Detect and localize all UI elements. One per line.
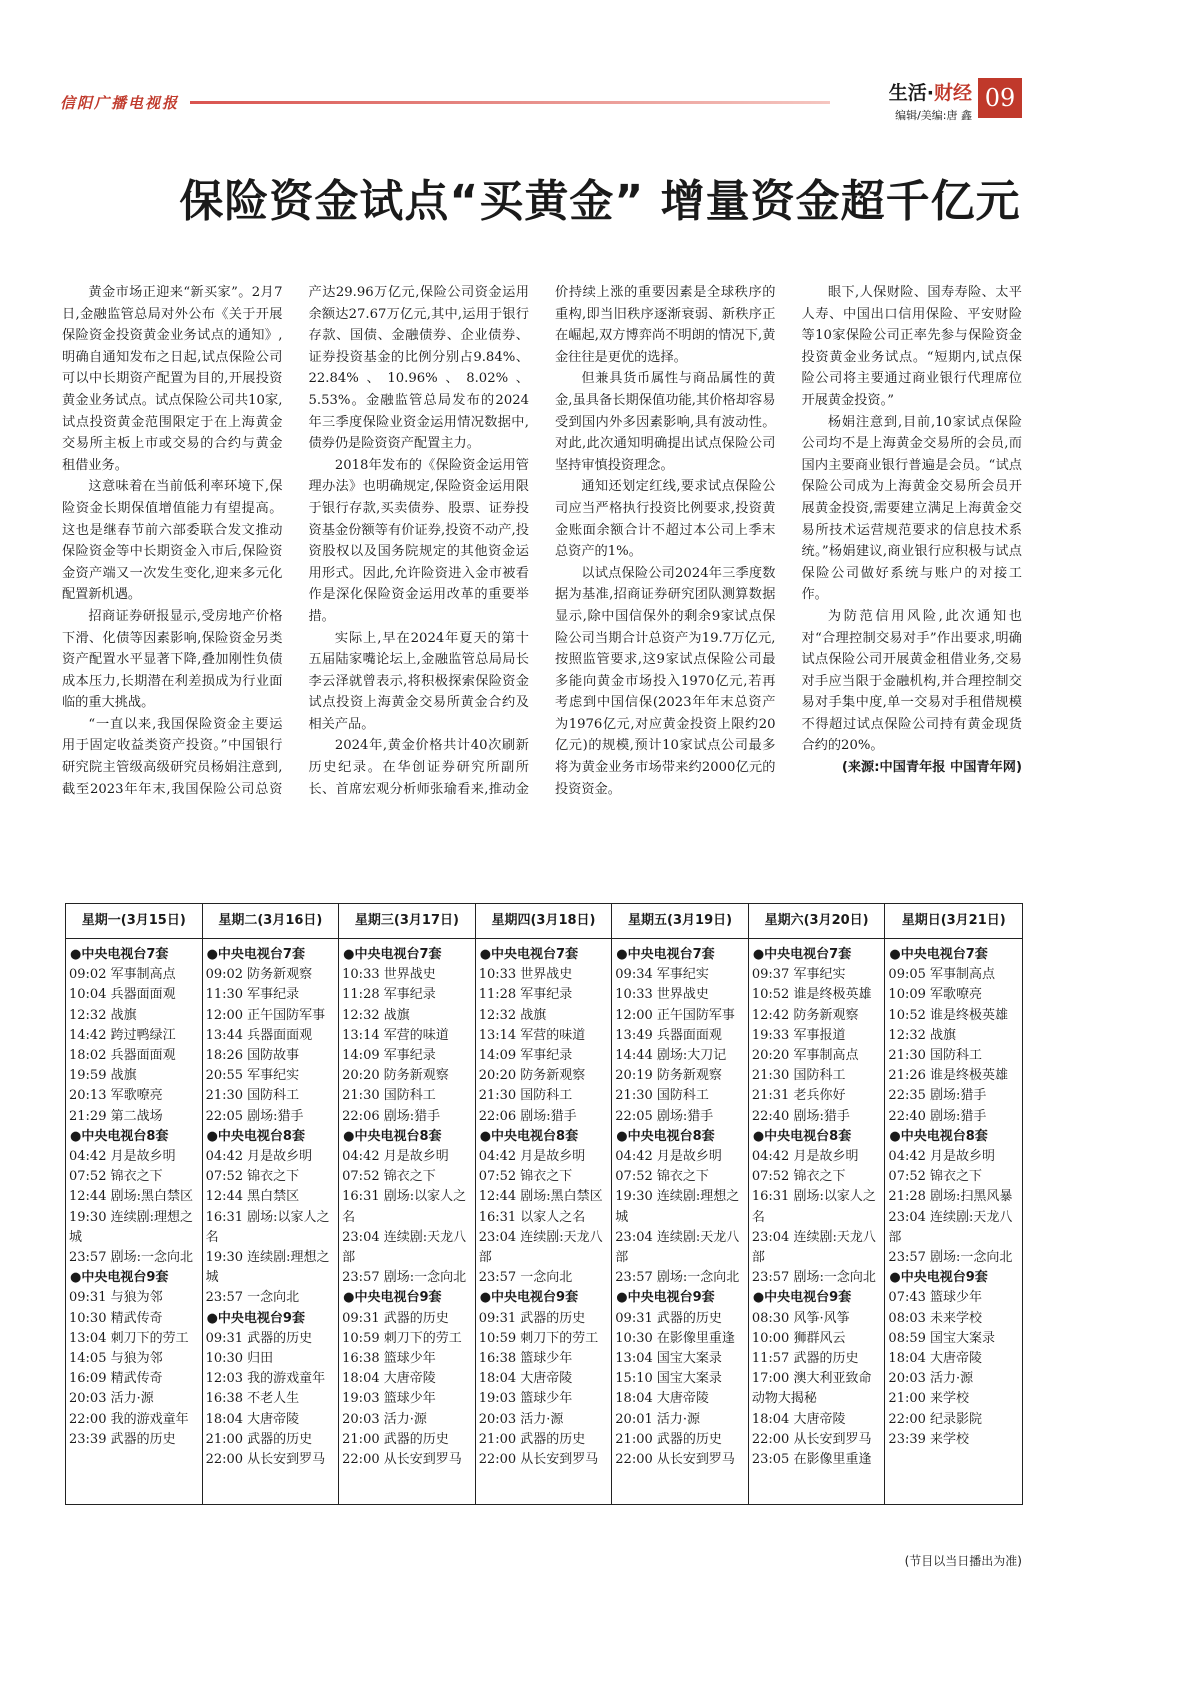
article-paragraph: 通知还划定红线,要求试点保险公司应当严格执行投资比例要求,投资黄金账面余额合计不超过本公司上季末总资产的1%。: [555, 479, 776, 560]
program-listing: 04:42 月是故乡明: [478, 1149, 586, 1165]
program-listing: 16:31 剧场:以家人之名: [205, 1209, 330, 1245]
channel-title: ●中央电视台8套: [70, 1128, 169, 1144]
program-listing: 07:52 锦衣之下: [615, 1169, 709, 1185]
program-listing: 08:30 风筝·风筝: [751, 1310, 850, 1326]
program-listing: 16:38 篮球少年: [342, 1351, 436, 1367]
program-listing: 14:05 与狼为邻: [69, 1351, 163, 1367]
program-listing: 21:00 来学校: [888, 1391, 970, 1407]
program-listing: 13:49 兵器面面观: [615, 1027, 722, 1043]
program-listing: 12:44 剧场:黑白禁区: [478, 1189, 603, 1205]
masthead-rule: [190, 101, 830, 104]
channel-title: ●中央电视台8套: [752, 1128, 852, 1144]
program-listing: 13:14 军营的味道: [342, 1027, 449, 1043]
program-listing: 16:38 不老人生: [205, 1391, 300, 1407]
program-listing: 23:05 在影像里重逢: [751, 1452, 872, 1468]
article-paragraph: 眼下,人保财险、国寿寿险、太平人寿、中国出口信用保险、平安财险等10家保险公司正率先参与保险资金投资黄金业务试点。“短期内,试点保险公司将主要通过商业银行代理席位开展黄金投资。”: [801, 285, 1022, 408]
program-listing: 09:31 武器的历史: [478, 1310, 586, 1326]
schedule-day-column: [612, 904, 749, 1504]
program-listing: 23:57 剧场:一念向北: [888, 1250, 1013, 1266]
program-listing: 04:42 月是故乡明: [205, 1149, 313, 1165]
program-listing: 23:57 剧场:一念向北: [342, 1270, 467, 1286]
program-listing: 15:10 国宝大案录: [615, 1371, 722, 1387]
schedule-day-column: [66, 904, 203, 1504]
channel-title: ●中央电视台7套: [206, 947, 305, 962]
program-listing: 10:09 军歌嘹亮: [888, 987, 983, 1003]
program-listing: 10:33 世界战史: [342, 967, 436, 983]
article-paragraph: 这意味着在当前低利率环境下,保险资金长期保值增值能力有望提高。这也是继春节前六部委联合发文推动保险资金等中长期资金入市后,保险资金资产端又一次发生变化,迎来多元化配置新机遇。: [62, 479, 283, 603]
program-listing: 20:03 活力·源: [342, 1411, 427, 1427]
program-listing: 04:42 月是故乡明: [69, 1149, 176, 1165]
program-listing: 18:04 大唐帝陵: [888, 1351, 983, 1367]
schedule-day-header: 星期六(3月20日): [749, 904, 885, 939]
program-listing: 14:42 跨过鸭绿江: [69, 1027, 176, 1043]
article-paragraph: “一直以来,我国保险资金主要运用于固定收益类资产投资。”中国银行研究院主管级高级研究员杨娟注意到,截至2023年年末,我国保险公司总资产达29.96万亿元,保险公司资金运用余额达27.67万亿元,其中,运用于银行存款、国债、金融债券、企业债券、证券投资基金的比例分别占9.84%、22.84%、10.96%、8.02%、5.53%。金融监管总局发布的2024年三季度保险业资金运用情况数据中,债券仍是险资资产配置主力。: [62, 285, 529, 797]
program-listing: 18:04 大唐帝陵: [478, 1371, 573, 1387]
program-listing: 22:40 剧场:猎手: [888, 1108, 987, 1124]
program-listing: 16:31 剧场:以家人之名: [751, 1189, 876, 1225]
program-listing: 10:59 刺刀下的劳工: [478, 1330, 599, 1346]
program-listing: 18:26 国防故事: [205, 1048, 300, 1064]
program-listing: 12:44 剧场:黑白禁区: [69, 1189, 193, 1205]
program-listing: 09:05 军事制高点: [888, 967, 996, 983]
article-paragraph: 黄金市场正迎来“新买家”。2月7日,金融监管总局对外公布《关于开展保险资金投资黄金业务试点的通知》,明确自通知发布之日起,试点保险公司可以中长期资产配置为目的,开展投资黄金业务试点。试点保险公司共10家,试点投资黄金范围限定于在上海黄金交易所主板上市或交易的合约与黄金租借业务。: [62, 285, 283, 473]
channel-title: ●中央电视台7套: [889, 947, 988, 962]
channel-title: ●中央电视台8套: [206, 1128, 305, 1144]
program-listing: 14:44 剧场:大刀记: [615, 1048, 727, 1064]
program-listing: 21:00 武器的历史: [615, 1431, 722, 1447]
program-listing: 11:28 军事纪录: [478, 987, 573, 1003]
program-listing: 10:52 谁是终极英雄: [751, 987, 872, 1003]
program-listing: 22:00 纪录影院: [888, 1411, 983, 1427]
program-listing: 09:37 军事纪实: [751, 967, 846, 983]
program-listing: 16:09 精武传奇: [69, 1371, 163, 1387]
program-listing: 20:20 军事制高点: [751, 1048, 859, 1064]
article-paragraph: 杨娟注意到,目前,10家试点保险公司均不是上海黄金交易所的会员,而国内主要商业银行普遍是会员。“试点保险公司成为上海黄金交易所会员开展黄金投资,需要建立满足上海黄金交易所技术运营规范要求的信息技术系统。”杨娟建议,商业银行应积极与试点保险公司做好系统与账户的对接工作。: [801, 414, 1022, 603]
program-listing: 21:28 剧场:扫黑风暴: [888, 1189, 1013, 1205]
program-listing: 12:32 战旗: [342, 1007, 410, 1023]
program-listing: 08:03 未来学校: [888, 1310, 983, 1326]
program-listing: 20:19 防务新观察: [615, 1068, 722, 1084]
program-listing: 12:44 黑白禁区: [205, 1189, 300, 1205]
program-listing: 16:31 以家人之名: [478, 1209, 586, 1225]
program-listing: 19:03 篮球少年: [478, 1391, 573, 1407]
program-listing: 08:59 国宝大案录: [888, 1330, 996, 1346]
program-listing: 16:38 篮球少年: [478, 1351, 573, 1367]
schedule-day-column: [885, 904, 1022, 1504]
program-listing: 23:04 连续剧:天龙八部: [888, 1209, 1013, 1245]
program-listing: 22:35 剧场:猎手: [888, 1088, 987, 1104]
program-listing: 12:00 正午国防军事: [615, 1007, 735, 1023]
program-listing: 11:28 军事纪录: [342, 987, 436, 1003]
schedule-day-column: [749, 904, 886, 1504]
section-name-plain: 生活·: [888, 82, 934, 104]
program-listing: 04:42 月是故乡明: [342, 1149, 449, 1165]
program-listing: 09:31 与狼为邻: [69, 1290, 163, 1306]
program-listing: 09:31 武器的历史: [342, 1310, 449, 1326]
program-listing: 20:55 军事纪实: [205, 1068, 300, 1084]
channel-title: ●中央电视台8套: [479, 1128, 579, 1144]
program-listing: 12:42 防务新观察: [751, 1007, 859, 1023]
channel-title: ●中央电视台7套: [616, 947, 715, 962]
program-listing: 23:57 剧场:一念向北: [69, 1250, 193, 1266]
program-listing: 07:52 锦衣之下: [888, 1169, 983, 1185]
schedule-day-header: 星期日(3月21日): [885, 904, 1022, 939]
channel-title: ●中央电视台9套: [752, 1290, 852, 1306]
program-listing: 13:04 刺刀下的劳工: [69, 1330, 189, 1346]
schedule-day-column: [476, 904, 613, 1504]
program-listing: 04:42 月是故乡明: [751, 1149, 859, 1165]
program-listing: 23:04 连续剧:天龙八部: [478, 1229, 603, 1266]
article-paragraph: 实际上,早在2024年夏天的第十五届陆家嘴论坛上,金融监管总局局长李云泽就曾表示,将积极探索保险资金试点投资上海黄金交易所黄金合约及相关产品。: [308, 630, 529, 732]
program-listing: 19:03 篮球少年: [342, 1391, 436, 1407]
program-listing: 22:00 从长安到罗马: [342, 1452, 462, 1468]
program-listing: 18:04 大唐帝陵: [205, 1411, 300, 1427]
program-listing: 21:30 国防科工: [205, 1088, 300, 1104]
program-listing: 19:30 连续剧:理想之城: [615, 1189, 740, 1225]
program-listing: 12:03 我的游戏童年: [205, 1371, 326, 1387]
program-listing: 12:32 战旗: [478, 1007, 547, 1023]
program-listing: 19:59 战旗: [69, 1068, 137, 1084]
program-listing: 19:30 连续剧:理想之城: [205, 1250, 330, 1286]
program-listing: 20:20 防务新观察: [478, 1068, 586, 1084]
program-listing: 23:57 剧场:一念向北: [615, 1270, 740, 1286]
channel-title: ●中央电视台9套: [343, 1290, 442, 1306]
program-listing: 18:02 兵器面面观: [69, 1048, 176, 1064]
program-listing: 20:03 活力·源: [888, 1371, 974, 1387]
program-listing: 13:14 军营的味道: [478, 1027, 586, 1043]
program-listing: 21:30 国防科工: [751, 1068, 846, 1084]
program-listing: 10:33 世界战史: [478, 967, 573, 983]
program-listing: 22:06 剧场:猎手: [478, 1108, 577, 1124]
program-listing: 04:42 月是故乡明: [888, 1149, 996, 1165]
article-source: (来源:中国青年报 中国青年网): [841, 760, 1022, 776]
schedule-day-header: 星期四(3月18日): [476, 904, 612, 939]
program-listing: 21:30 国防科工: [342, 1088, 436, 1104]
program-listing: 10:30 归田: [205, 1351, 274, 1367]
program-listing: 23:04 连续剧:天龙八部: [342, 1229, 467, 1266]
program-listing: 14:09 军事纪录: [478, 1048, 573, 1064]
program-listing: 12:32 战旗: [69, 1007, 137, 1023]
schedule-day-header: 星期二(3月16日): [203, 904, 339, 939]
channel-title: ●中央电视台9套: [206, 1310, 305, 1326]
article-paragraph: 2024年,黄金价格共计40次刷新历史纪录。在华创证券研究所副所长、首席宏观分析师张瑜看来,推动金价持续上涨的重要因素是全球秩序的重构,即当旧秩序逐渐衰弱、新秩序正在崛起,双方博弈尚不明朗的情况下,黄金往往是更优的选择。: [308, 285, 776, 797]
schedule-day-header: 星期一(3月15日): [66, 904, 202, 939]
program-listing: 22:00 我的游戏童年: [69, 1411, 189, 1427]
program-listing: 23:04 连续剧:天龙八部: [751, 1229, 876, 1266]
program-listing: 09:02 防务新观察: [205, 967, 313, 983]
schedule-day-header: 星期三(3月17日): [339, 904, 475, 939]
program-listing: 13:44 兵器面面观: [205, 1027, 313, 1043]
program-listing: 21:31 老兵你好: [751, 1088, 846, 1104]
program-listing: 09:31 武器的历史: [205, 1330, 313, 1346]
schedule-day-column: [339, 904, 476, 1504]
program-listing: 20:03 活力·源: [69, 1391, 154, 1407]
program-listing: 22:05 剧场:猎手: [205, 1108, 304, 1124]
program-listing: 22:05 剧场:猎手: [615, 1108, 714, 1124]
program-listing: 18:04 大唐帝陵: [751, 1411, 846, 1427]
program-listing: 18:04 大唐帝陵: [615, 1391, 709, 1407]
program-listing: 23:57 一念向北: [205, 1290, 300, 1306]
program-listing: 07:43 篮球少年: [888, 1290, 983, 1306]
program-listing: 09:31 武器的历史: [615, 1310, 722, 1326]
program-listing: 22:00 从长安到罗马: [205, 1452, 326, 1468]
masthead: 信阳广播电视报: [60, 94, 180, 112]
channel-title: ●中央电视台8套: [889, 1128, 988, 1144]
program-listing: 23:57 剧场:一念向北: [751, 1270, 876, 1286]
program-listing: 20:13 军歌嘹亮: [69, 1088, 163, 1104]
program-listing: 10:52 谁是终极英雄: [888, 1007, 1009, 1023]
program-listing: 23:39 武器的历史: [69, 1431, 176, 1447]
program-listing: 10:30 在影像里重逢: [615, 1330, 735, 1346]
schedule-day-header: 星期五(3月19日): [612, 904, 748, 939]
program-listing: 17:00 澳大利亚致命动物大揭秘: [751, 1371, 872, 1407]
program-listing: 23:04 连续剧:天龙八部: [615, 1229, 740, 1266]
editor-credit: 编辑/美编:唐 鑫: [895, 109, 972, 122]
program-listing: 21:00 武器的历史: [205, 1431, 313, 1447]
program-listing: 04:42 月是故乡明: [615, 1149, 722, 1165]
program-listing: 07:52 锦衣之下: [69, 1169, 163, 1185]
channel-title: ●中央电视台7套: [70, 947, 169, 962]
headline: 保险资金试点“买黄金” 增量资金超千亿元: [179, 176, 1021, 227]
program-listing: 10:00 狮群风云: [751, 1330, 846, 1346]
program-listing: 20:20 防务新观察: [342, 1068, 449, 1084]
channel-title: ●中央电视台9套: [616, 1290, 715, 1306]
channel-title: ●中央电视台8套: [616, 1128, 715, 1144]
program-listing: 07:52 锦衣之下: [478, 1169, 573, 1185]
program-listing: 16:31 剧场:以家人之名: [342, 1189, 467, 1225]
section-label: [872, 78, 972, 123]
section-name-accent: 财经: [933, 82, 972, 104]
program-listing: 19:33 军事报道: [751, 1027, 846, 1043]
program-listing: 13:04 国宝大案录: [615, 1351, 722, 1367]
program-listing: 10:59 刺刀下的劳工: [342, 1330, 462, 1346]
program-listing: 09:34 军事纪实: [615, 967, 709, 983]
article-paragraph: 但兼具货币属性与商品属性的黄金,虽具备长期保值功能,其价格却容易受到国内外多因素影响,具有波动性。对此,此次通知明确提出试点保险公司坚持审慎投资理念。: [555, 371, 776, 473]
schedule-footnote: (节目以当日播出为准): [904, 1554, 1022, 1568]
program-listing: 10:33 世界战史: [615, 987, 709, 1003]
program-listing: 18:04 大唐帝陵: [342, 1371, 436, 1387]
program-listing: 20:03 活力·源: [478, 1411, 564, 1427]
section-name: [872, 78, 972, 105]
program-listing: 23:57 一念向北: [478, 1270, 573, 1286]
program-listing: 21:30 国防科工: [478, 1088, 573, 1104]
program-listing: 10:30 精武传奇: [69, 1310, 163, 1326]
program-listing: 23:39 来学校: [888, 1431, 970, 1447]
program-listing: 12:32 战旗: [888, 1027, 957, 1043]
program-listing: 21:26 谁是终极英雄: [888, 1068, 1009, 1084]
program-listing: 07:52 锦衣之下: [205, 1169, 300, 1185]
channel-title: ●中央电视台7套: [479, 947, 579, 962]
program-listing: 09:02 军事制高点: [69, 967, 176, 983]
program-listing: 10:04 兵器面面观: [69, 987, 176, 1003]
program-listing: 21:30 国防科工: [888, 1048, 983, 1064]
program-listing: 21:29 第二战场: [69, 1108, 163, 1124]
article-body: [62, 282, 1022, 892]
channel-title: ●中央电视台7套: [343, 947, 442, 962]
channel-title: ●中央电视台9套: [70, 1270, 169, 1286]
schedule-day-column: [203, 904, 340, 1504]
channel-title: ●中央电视台7套: [752, 947, 852, 962]
program-listing: 11:57 武器的历史: [751, 1351, 859, 1367]
program-listing: 22:00 从长安到罗马: [751, 1431, 872, 1447]
channel-title: ●中央电视台9套: [479, 1290, 579, 1306]
program-listing: 07:52 锦衣之下: [751, 1169, 846, 1185]
program-listing: 22:00 从长安到罗马: [478, 1452, 599, 1468]
channel-title: ●中央电视台8套: [343, 1128, 442, 1144]
program-listing: 11:30 军事纪录: [205, 987, 300, 1003]
program-listing: 20:01 活力·源: [615, 1411, 701, 1427]
program-listing: 22:06 剧场:猎手: [342, 1108, 441, 1124]
program-listing: 14:09 军事纪录: [342, 1048, 436, 1064]
program-listing: 21:00 武器的历史: [342, 1431, 449, 1447]
article-paragraph: 以试点保险公司2024年三季度数据为基准,招商证券研究团队测算数据显示,除中国信保外的剩余9家试点保险公司当期合计总资产为19.7万亿元,按照监管要求,这9家试点保险公司最多能向黄金市场投入1970亿元,若再考虑到中国信保(2023年年末总资产为1976亿元,对应黄金投资上限约20亿元)的规模,预计10家试点公司最多将为黄金业务市场带来约2000亿元的投资资金。: [555, 565, 776, 797]
tv-schedule-table: [65, 903, 1023, 1505]
program-listing: 12:00 正午国防军事: [205, 1007, 326, 1023]
article-paragraph: 2018年发布的《保险资金运用管理办法》也明确规定,保险资金运用限于银行存款,买卖债券、股票、证券投资基金份额等有价证券,投资不动产,投资股权以及国务院规定的其他资金运用形式。因此,允许险资进入金市被看作是深化保险资金运用改革的重要举措。: [308, 457, 529, 624]
page-number: 09: [978, 78, 1022, 118]
program-listing: 22:40 剧场:猎手: [751, 1108, 850, 1124]
program-listing: 07:52 锦衣之下: [342, 1169, 436, 1185]
channel-title: ●中央电视台9套: [889, 1270, 988, 1286]
article-paragraph: 为防范信用风险,此次通知也对“合理控制交易对手”作出要求,明确试点保险公司开展黄金租借业务,交易对手应当限于金融机构,并合理控制交易对手集中度,单一交易对手租借规模不得超过试点保险公司持有黄金现货合约的20%。: [801, 608, 1022, 754]
program-listing: 19:30 连续剧:理想之城: [69, 1209, 193, 1245]
article-paragraph: 招商证券研报显示,受房地产价格下滑、化债等因素影响,保险资金另类资产配置水平显著下降,叠加刚性负债成本压力,长期潜在利差损成为行业面临的重大挑战。: [62, 608, 283, 711]
program-listing: 21:00 武器的历史: [478, 1431, 586, 1447]
program-listing: 21:30 国防科工: [615, 1088, 709, 1104]
program-listing: 22:00 从长安到罗马: [615, 1452, 735, 1468]
